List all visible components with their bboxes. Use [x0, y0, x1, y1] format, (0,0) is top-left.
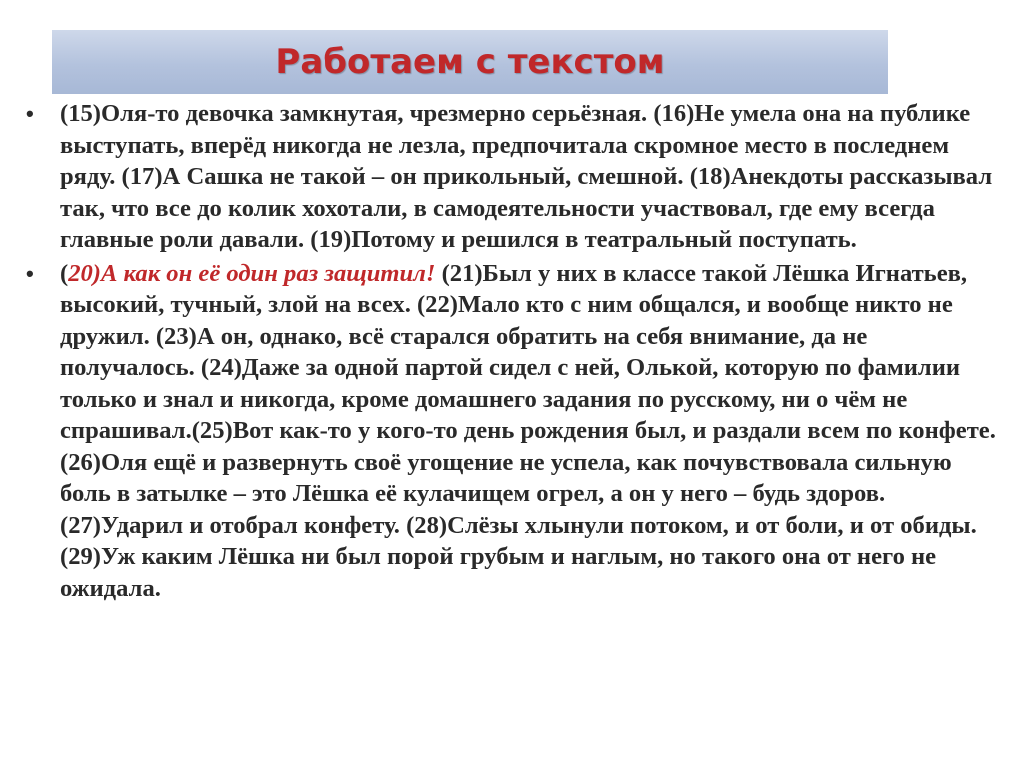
paragraph-1-text: (15)Оля-то девочка замкнутая, чрезмерно серьёзная. (16)Не умела она на публике выступать, вперёд никогда не лезла, предпочитала скромное место в последнем ряду. (17)А Сашка не такой – он прикольный, смешной. (18)Анекдоты рассказывал так, что все до колик хохотали, в самодеятельности участвовал, где ему всегда главные роли давали. (19)Потому и решился в театральный поступать.: [60, 100, 993, 253]
slide-title: Работаем с текстом: [275, 42, 665, 82]
title-bar: [52, 30, 888, 94]
bullet-icon: •: [26, 260, 34, 286]
paragraph-1: [20, 98, 1000, 256]
paragraph-2: [20, 258, 1000, 605]
bullet-icon: •: [26, 101, 34, 126]
slide-content: [20, 98, 1000, 604]
paragraph-2-highlight: 20)А как он её один раз защитил!: [68, 259, 436, 287]
paragraph-2-lead: (: [60, 259, 69, 287]
paragraph-2-text: (21)Был у них в классе такой Лёшка Игнатьев, высокий, тучный, злой на всех. (22)Мало кто с ним общался, и вообще никто не дружил. (23)А он, однако, всё старался обратить на себя внимание, да не получалось. (24)Даже за одной партой сидел с ней, Олькой, которую по фамилии только и знал и никогда, кроме домашнего задания по русскому, ни о чём не спрашивал.(25)Вот как-то у кого-то день рождения был, и раздали всем по конфете. (26)Оля ещё и развернуть своё угощение не успела, как почувствовала сильную боль в затылке – это Лёшка её кулачищем огрел, а он у него – будь здоров. (27)Ударил и отобрал конфету. (28)Слёзы хлынули потоком, и от боли, и от обиды. (29)Уж каким Лёшка ни был порой грубым и наглым, но такого она от него не ожидала.: [60, 259, 996, 602]
